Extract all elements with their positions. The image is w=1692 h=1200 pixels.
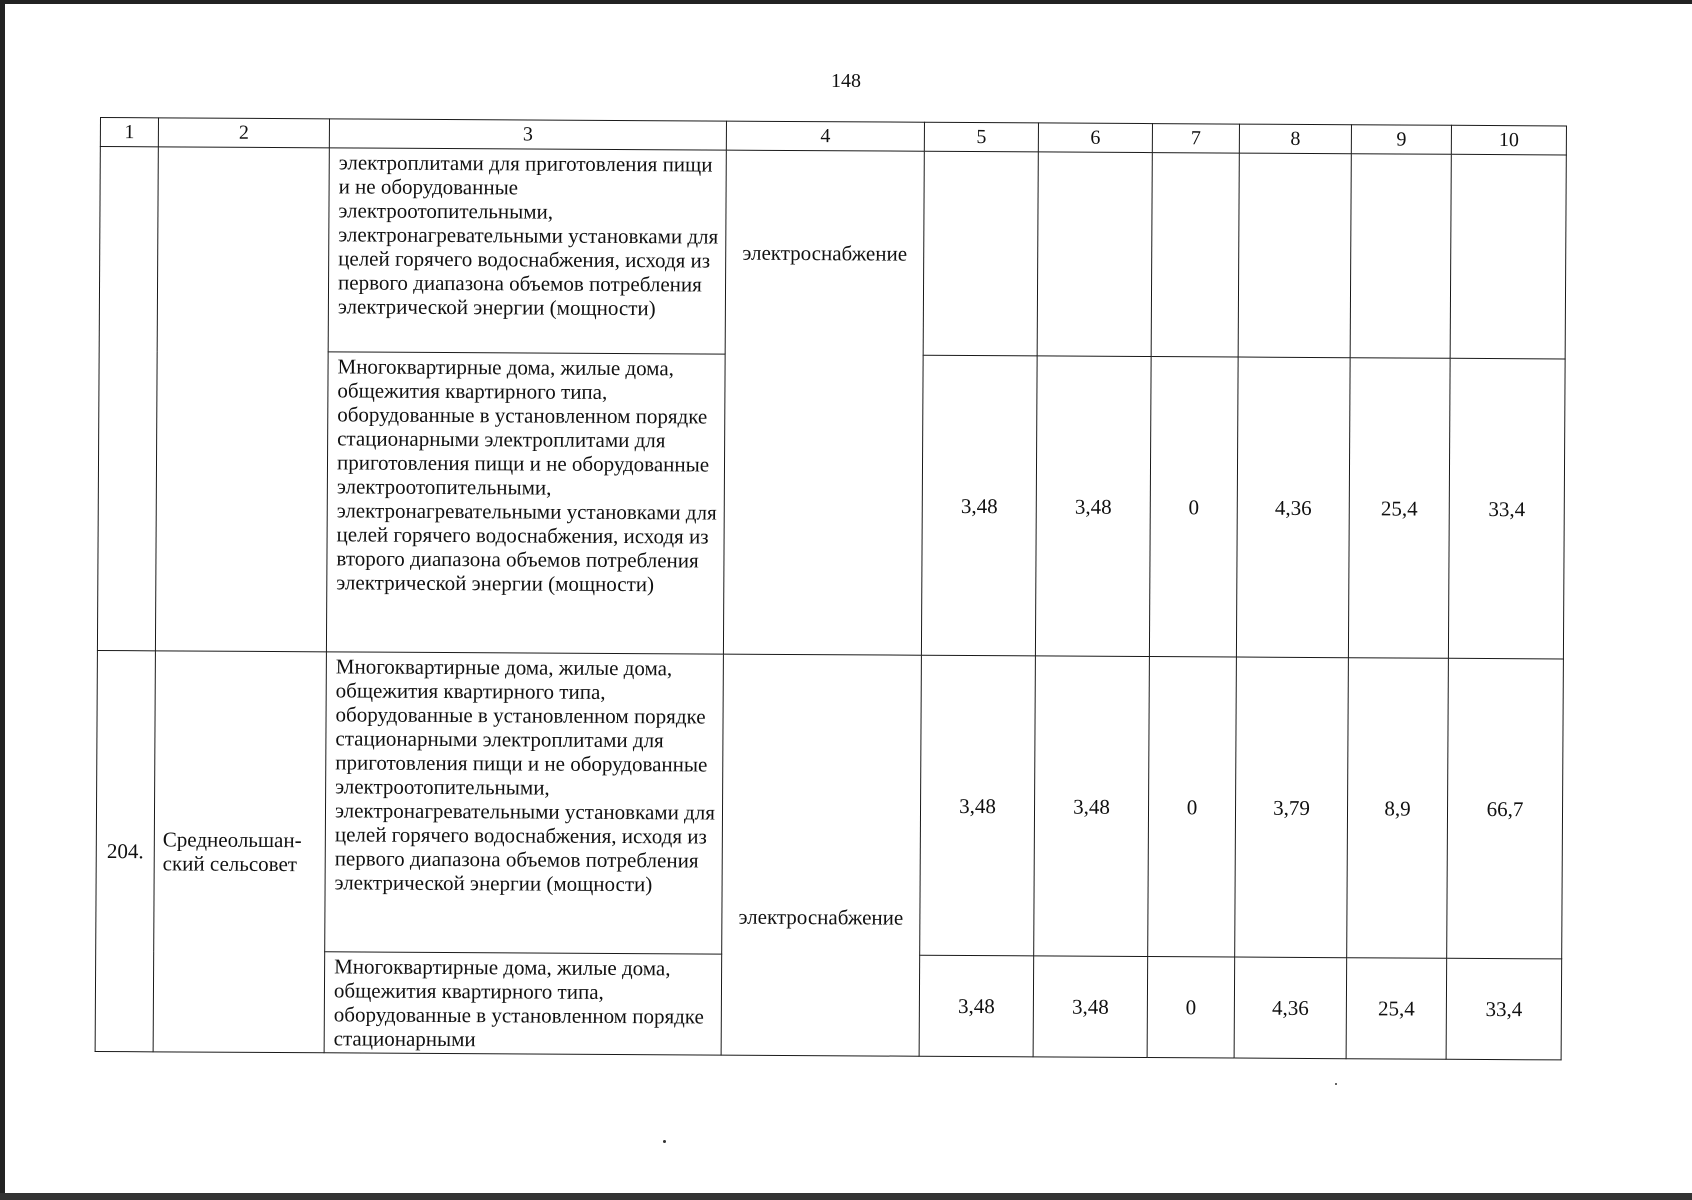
municipality-name: Среднеольшан-ский сельсовет <box>153 651 326 1053</box>
column-header: 6 <box>1038 123 1152 153</box>
table-row <box>96 650 1564 958</box>
value-col-7: 0 <box>1148 657 1237 957</box>
value-col-6: 3,48 <box>1033 956 1148 1058</box>
scan-speck <box>663 1140 666 1143</box>
value-cell <box>1350 154 1451 359</box>
value-col-6: 3,48 <box>1034 656 1150 957</box>
consumer-category-description: Многоквартирные дома, жилые дома, общежития квартирного типа, оборудованные в установленном порядке стационарными <box>324 952 722 1055</box>
row-number-cell <box>97 147 158 651</box>
value-col-8: 4,36 <box>1234 957 1347 1059</box>
value-col-7: 0 <box>1149 357 1238 657</box>
scan-border-top <box>0 0 1692 4</box>
table-row <box>99 147 1566 359</box>
value-col-10: 33,4 <box>1448 358 1565 659</box>
column-header: 5 <box>924 122 1038 152</box>
value-col-9: 25,4 <box>1348 358 1450 659</box>
value-col-10: 33,4 <box>1446 958 1562 1060</box>
column-header: 3 <box>329 119 726 150</box>
row-number: 204. <box>95 650 155 1051</box>
value-col-5: 3,48 <box>920 655 1036 956</box>
column-header: 9 <box>1351 125 1451 155</box>
value-cell <box>1151 153 1239 357</box>
service-type: электроснабжение <box>721 654 921 1056</box>
value-col-8: 3,79 <box>1235 657 1349 958</box>
column-header: 10 <box>1451 125 1566 155</box>
value-cell <box>1238 153 1351 358</box>
column-header: 4 <box>726 121 924 151</box>
column-header: 2 <box>158 118 329 148</box>
tariff-table <box>95 117 1567 1060</box>
value-col-9: 25,4 <box>1346 958 1447 1060</box>
consumer-category-description: Многоквартирные дома, жилые дома, общежития квартирного типа, оборудованные в установленном порядке стационарными электроплитами для приготовления пищи и не оборудованные электроотопительными, электронагревательными установками для целей горячего водоснабжения, исходя из первого диапазона объемов потребления электрической энергии (мощности) <box>325 652 724 954</box>
scan-border-left <box>0 0 5 1200</box>
value-col-9: 8,9 <box>1347 658 1449 959</box>
value-col-10: 66,7 <box>1447 658 1564 959</box>
consumer-category-description: Многоквартирные дома, жилые дома, общежития квартирного типа, оборудованные в установленном порядке стационарными электроплитами для приготовления пищи и не оборудованные электроотопительными, электронагревательными установками для целей горячего водоснабжения, исходя из второго диапазона объемов потребления электрической энергии (мощности) <box>326 352 725 654</box>
value-col-5: 3,48 <box>921 355 1037 656</box>
value-col-6: 3,48 <box>1035 356 1151 657</box>
scan-speck <box>1335 1083 1337 1085</box>
municipality-cell <box>155 147 329 652</box>
column-header: 1 <box>100 118 158 147</box>
value-cell <box>1450 154 1566 359</box>
consumer-category-description: электроплитами для приготовления пищи и не оборудованные электроотопительными, электронагревательными установками для целей горячего водоснабжения, исходя из первого диапазона объемов потребления электрической энергии (мощности) <box>328 148 726 354</box>
value-cell <box>1037 152 1152 357</box>
value-col-8: 4,36 <box>1236 357 1350 658</box>
service-type: электроснабжение <box>723 150 924 655</box>
value-col-7: 0 <box>1147 957 1235 1058</box>
column-header: 8 <box>1239 124 1351 154</box>
scan-border-bottom <box>0 1193 1692 1200</box>
value-col-5: 3,48 <box>919 955 1034 1057</box>
value-cell <box>923 151 1038 356</box>
column-header: 7 <box>1152 124 1239 154</box>
page-number: 148 <box>831 70 861 92</box>
